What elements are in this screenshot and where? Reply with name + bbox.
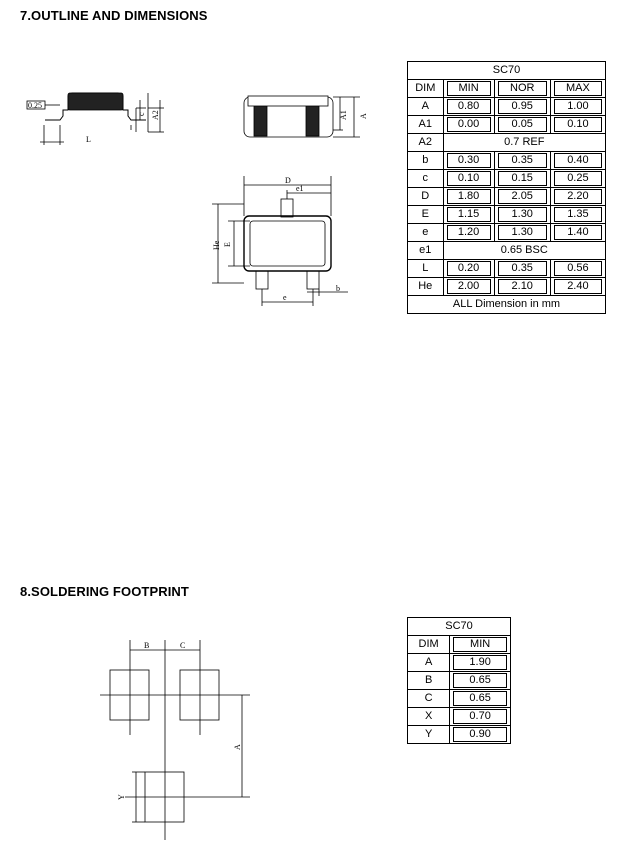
min-cell-value: 0.65 <box>453 673 507 688</box>
min-cell-value: 1.15 <box>447 207 491 222</box>
max-cell-value: 0.10 <box>554 117 602 132</box>
nor-cell <box>494 278 550 296</box>
min-cell <box>443 224 494 242</box>
label-L: L <box>86 135 91 144</box>
span-value-cell: 0.65 BSC <box>443 242 605 260</box>
label-He: He <box>212 240 221 250</box>
top-view <box>212 176 348 306</box>
table-row <box>408 98 606 116</box>
nor-cell-value: 0.35 <box>498 153 547 168</box>
max-cell-value: 2.40 <box>554 279 602 294</box>
min-cell <box>443 188 494 206</box>
column-header: DIM <box>408 80 444 98</box>
max-cell <box>550 116 605 134</box>
min-cell <box>450 654 511 672</box>
min-cell-value: 0.00 <box>447 117 491 132</box>
table-row <box>408 188 606 206</box>
min-cell <box>450 690 511 708</box>
nor-cell <box>494 224 550 242</box>
nor-cell-value: 2.10 <box>498 279 547 294</box>
span-value-cell: 0.7 REF <box>443 134 605 152</box>
max-cell-value: 0.56 <box>554 261 602 276</box>
section-8-heading: 8.SOLDERING FOOTPRINT <box>20 584 189 599</box>
column-header-value: MAX <box>554 81 602 96</box>
dim-cell: E <box>408 206 444 224</box>
nor-cell-value: 1.30 <box>498 225 547 240</box>
section-7-heading: 7.OUTLINE AND DIMENSIONS <box>20 8 208 23</box>
footprint-drawing <box>100 640 250 840</box>
max-cell-value: 1.40 <box>554 225 602 240</box>
dim-cell: A <box>408 98 444 116</box>
table-row <box>408 672 511 690</box>
footprint-dimension-table <box>407 617 511 744</box>
column-header-value: NOR <box>498 81 547 96</box>
label-e1: e1 <box>296 184 304 193</box>
max-cell-value: 1.35 <box>554 207 602 222</box>
column-header <box>443 80 494 98</box>
max-cell <box>550 170 605 188</box>
footprint-label-B: B <box>144 641 150 650</box>
nor-cell-value: 1.30 <box>498 207 547 222</box>
table-row <box>408 654 511 672</box>
min-cell-value: 1.80 <box>447 189 491 204</box>
dim-cell: D <box>408 188 444 206</box>
max-cell-value: 2.20 <box>554 189 602 204</box>
label-A1: A1 <box>339 110 348 120</box>
max-cell <box>550 278 605 296</box>
column-header: DIM <box>408 636 450 654</box>
min-cell-value: 0.70 <box>453 709 507 724</box>
table-row <box>408 726 511 744</box>
side-view-left <box>27 93 164 145</box>
footprint-label-C: C <box>180 641 186 650</box>
nor-cell <box>494 206 550 224</box>
table-header-row <box>408 80 606 98</box>
min-cell-value: 0.65 <box>453 691 507 706</box>
table-row <box>408 170 606 188</box>
max-cell-value: 0.25 <box>554 171 602 186</box>
label-D: D <box>285 176 291 185</box>
nor-cell <box>494 116 550 134</box>
label-E: E <box>223 242 232 247</box>
dim-cell: X <box>408 708 450 726</box>
table-title-row <box>408 618 511 636</box>
column-header <box>450 636 511 654</box>
min-cell-value: 0.10 <box>447 171 491 186</box>
table-row <box>408 708 511 726</box>
min-cell-value: 0.80 <box>447 99 491 114</box>
table-row <box>408 278 606 296</box>
min-cell-value: 0.90 <box>453 727 507 742</box>
dim-cell: A1 <box>408 116 444 134</box>
nor-cell <box>494 260 550 278</box>
dim-cell: e1 <box>408 242 444 260</box>
label-b: b <box>336 284 340 293</box>
min-cell <box>443 98 494 116</box>
min-cell <box>450 726 511 744</box>
max-cell <box>550 260 605 278</box>
footprint-label-A: A <box>233 744 242 750</box>
dim-cell: C <box>408 690 450 708</box>
dim-cell: c <box>408 170 444 188</box>
dim-cell: e <box>408 224 444 242</box>
nor-cell-value: 0.35 <box>498 261 547 276</box>
nor-cell <box>494 152 550 170</box>
min-cell <box>450 672 511 690</box>
label-A2: A2 <box>151 110 160 120</box>
table-row <box>408 224 606 242</box>
min-cell <box>443 116 494 134</box>
nor-cell-value: 2.05 <box>498 189 547 204</box>
column-header <box>494 80 550 98</box>
table-row <box>408 206 606 224</box>
column-header-value: MIN <box>453 637 507 652</box>
table-title: SC70 <box>408 618 511 636</box>
max-cell-value: 1.00 <box>554 99 602 114</box>
table-header-row <box>408 636 511 654</box>
nor-cell <box>494 98 550 116</box>
min-cell <box>443 170 494 188</box>
min-cell <box>443 206 494 224</box>
min-cell <box>443 278 494 296</box>
footprint-label-Y: Y <box>117 794 126 800</box>
table-title-row <box>408 62 606 80</box>
max-cell <box>550 206 605 224</box>
min-cell-value: 0.20 <box>447 261 491 276</box>
table-title: SC70 <box>408 62 606 80</box>
min-cell <box>450 708 511 726</box>
table-footer: ALL Dimension in mm <box>408 296 606 314</box>
max-cell <box>550 98 605 116</box>
dim-cell: He <box>408 278 444 296</box>
max-cell <box>550 188 605 206</box>
max-cell <box>550 224 605 242</box>
nor-cell <box>494 170 550 188</box>
min-cell-value: 1.90 <box>453 655 507 670</box>
table-row <box>408 116 606 134</box>
min-cell-value: 1.20 <box>447 225 491 240</box>
table-row <box>408 690 511 708</box>
outline-dimension-table <box>407 61 606 314</box>
max-cell-value: 0.40 <box>554 153 602 168</box>
min-cell <box>443 260 494 278</box>
dim-cell: b <box>408 152 444 170</box>
column-header <box>550 80 605 98</box>
min-cell <box>443 152 494 170</box>
dim-cell: A2 <box>408 134 444 152</box>
label-e: e <box>283 293 287 302</box>
table-row <box>408 134 606 152</box>
gauge-label: 0.25 <box>28 101 42 110</box>
label-c: c <box>137 112 146 116</box>
min-cell-value: 2.00 <box>447 279 491 294</box>
dim-cell: A <box>408 654 450 672</box>
nor-cell-value: 0.15 <box>498 171 547 186</box>
dim-cell: L <box>408 260 444 278</box>
min-cell-value: 0.30 <box>447 153 491 168</box>
nor-cell <box>494 188 550 206</box>
max-cell <box>550 152 605 170</box>
label-A: A <box>359 113 368 119</box>
table-footer-row <box>408 296 606 314</box>
nor-cell-value: 0.95 <box>498 99 547 114</box>
column-header-value: MIN <box>447 81 491 96</box>
table-row <box>408 242 606 260</box>
dim-cell: Y <box>408 726 450 744</box>
dim-cell: B <box>408 672 450 690</box>
table-row <box>408 260 606 278</box>
nor-cell-value: 0.05 <box>498 117 547 132</box>
table-row <box>408 152 606 170</box>
